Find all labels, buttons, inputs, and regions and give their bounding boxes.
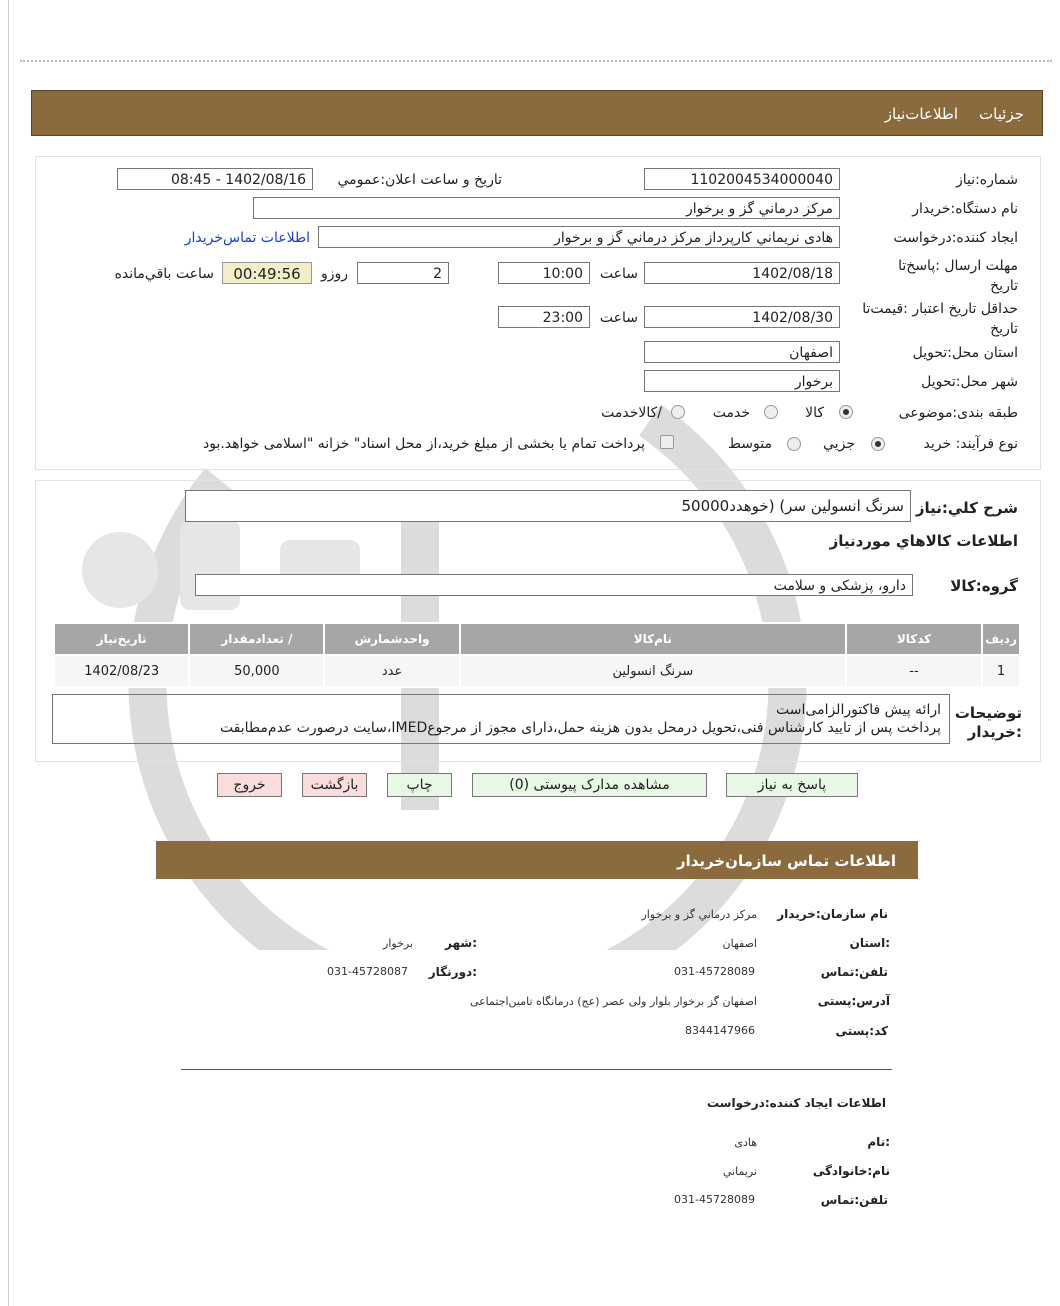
creator-label: ایجاد کننده:درخواست — [893, 230, 1018, 246]
col-date: تاریخ‌نیاز — [54, 623, 189, 655]
deadline-label: مهلت ارسال :پاسخ‌تا تاریخ — [898, 258, 1018, 294]
buyer-contact-header — [156, 841, 918, 879]
cell-code: -- — [846, 655, 982, 687]
contact-city-value: برخوار — [383, 937, 413, 950]
remaining-label: ساعت باقي‌مانده — [114, 266, 214, 282]
contact-city-label: :شهر — [445, 936, 477, 950]
cell-date: 1402/08/23 — [54, 655, 189, 687]
goods-section-title: اطلاعات کالاهاي موردنیاز — [829, 532, 1018, 550]
need-number-field: 1102004534000040 — [644, 168, 840, 190]
page-left-border — [8, 0, 9, 1306]
creator-info-title: اطلاعات ایجاد کننده:درخواست — [706, 1096, 886, 1110]
buyer-notes-label: توضیحات :خریدار — [954, 704, 1022, 741]
validity-time-label: ساعت — [599, 310, 638, 326]
announce-field: 1402/08/16 - 08:45 — [117, 168, 313, 190]
contact-postal-label: کد:پستی — [835, 1024, 888, 1038]
goods-group-label: گروه:کالا — [950, 577, 1018, 595]
creator-family-value: نریماني — [722, 1165, 757, 1178]
days-field: 2 — [357, 262, 449, 284]
contact-province-value: اصفهان — [722, 937, 757, 950]
need-number-label: شماره:نیاز — [955, 172, 1018, 188]
exit-button[interactable]: خروج — [217, 773, 282, 797]
contact-org-value: مرکز درماني گز و برخوار — [641, 908, 757, 921]
buyer-notes-line1: ارائه پیش فاکتورالزامی‌است — [776, 702, 941, 718]
contact-province-label: :استان — [849, 936, 890, 950]
deadline-date-field: 1402/08/18 — [644, 262, 840, 284]
buyer-org-field: مرکز درماني گز و برخوار — [253, 197, 840, 219]
reply-button[interactable]: پاسخ به نیاز — [726, 773, 858, 797]
contact-phone-value: 031-45728089 — [674, 965, 755, 978]
cell-qty: 50,000 — [189, 655, 324, 687]
contact-address-label: آدرس:پستی — [817, 994, 890, 1008]
creator-family-label: نام:خانوادگی — [812, 1164, 890, 1178]
process-minor-label: جزیي — [823, 436, 855, 452]
cell-unit: عدد — [324, 655, 459, 687]
category-radio-both[interactable] — [671, 405, 685, 419]
days-label: روزو — [320, 266, 348, 282]
tab-need-info[interactable]: اطلاعات‌نیاز — [884, 105, 958, 123]
deadline-time-field: 10:00 — [498, 262, 590, 284]
goods-table — [53, 622, 1021, 688]
validity-date-field: 1402/08/30 — [644, 306, 840, 328]
attachments-button[interactable]: مشاهده مدارک پیوستی (0) — [472, 773, 707, 797]
contact-postal-value: 8344147966 — [685, 1024, 755, 1037]
col-unit: واحدشمارش — [324, 623, 459, 655]
cell-name: سرنگ انسولین — [460, 655, 846, 687]
top-divider — [20, 60, 1052, 62]
category-both-label: /کالاخدمت — [601, 405, 662, 421]
creator-field: هادی نریماني کارپرداز مرکز درماني گز و برخوار — [318, 226, 840, 248]
city-label: شهر محل:تحویل — [921, 374, 1018, 390]
cell-row: 1 — [982, 655, 1020, 687]
creator-phone-label: تلفن:تماس — [820, 1193, 888, 1207]
province-field: اصفهان — [644, 341, 840, 363]
payment-note: پرداخت تمام یا بخشی از مبلغ خرید،از محل اسناد" خزانه "اسلامی خواهد.بود — [202, 436, 645, 452]
city-field: برخوار — [644, 370, 840, 392]
back-button[interactable]: بازگشت — [302, 773, 367, 797]
remaining-timer: 00:49:56 — [222, 262, 312, 284]
contact-address-value: اصفهان گز برخوار بلوار ولی عصر (عج) درمانگاه تامین‌اجتماعی — [469, 995, 757, 1008]
process-radio-medium[interactable] — [787, 437, 801, 451]
contact-org-label: نام سازمان:خریدار — [777, 907, 888, 921]
tab-details[interactable]: جزئیات — [979, 105, 1024, 123]
announce-label: تاریخ و ساعت اعلان:عمومي — [337, 172, 502, 188]
category-service-label: خدمت — [712, 405, 750, 421]
creator-phone-value: 031-45728089 — [674, 1193, 755, 1206]
buyer-notes-box — [52, 694, 950, 744]
validity-label: حداقل تاریخ اعتبار :قیمت‌تا تاریخ — [862, 301, 1018, 337]
col-name: نام‌کالا — [460, 623, 846, 655]
deadline-time-label: ساعت — [599, 266, 638, 282]
need-description-field: سرنگ انسولین سر) (خوهدد50000 — [185, 490, 911, 522]
buyer-contact-title: اطلاعات تماس سازمان‌خریدار — [676, 852, 896, 870]
buyer-notes-line2: پرداخت پس از تایید کارشناس فنی،تحویل درمحل بدون هزینه حمل،دارای مجوز از مرجوعIMED،سایت درصورت عدم‌مطابقت — [219, 720, 941, 736]
category-goods-label: کالا — [805, 405, 824, 421]
contact-fax-label: :دورنگار — [428, 965, 477, 979]
print-button[interactable]: چاپ — [387, 773, 452, 797]
province-label: استان محل:تحویل — [912, 345, 1018, 361]
buyer-org-label: نام دستگاه:خریدار — [912, 201, 1018, 217]
category-radio-goods[interactable] — [839, 405, 853, 419]
col-row: ردیف — [982, 623, 1020, 655]
top-tab-bar — [31, 90, 1043, 136]
col-qty: / تعدادمقدار — [189, 623, 324, 655]
contact-phone-label: تلفن:تماس — [820, 965, 888, 979]
category-label: طبقه بندی:موضوعی — [898, 405, 1018, 421]
process-label: نوع فرآیند: خرید — [923, 436, 1018, 452]
validity-time-field: 23:00 — [498, 306, 590, 328]
goods-group-field: دارو، پزشکی و سلامت — [195, 574, 913, 596]
need-description-label: شرح کلي:نیاز — [915, 499, 1018, 517]
table-row — [54, 655, 1020, 687]
contact-fax-value: 031-45728087 — [327, 965, 408, 978]
payment-checkbox[interactable] — [660, 435, 674, 449]
col-code: کدکالا — [846, 623, 982, 655]
goods-table-header — [54, 623, 1020, 655]
creator-name-value: هادی — [734, 1136, 757, 1149]
process-radio-minor[interactable] — [871, 437, 885, 451]
creator-name-label: :نام — [867, 1135, 890, 1149]
buyer-contact-link[interactable]: اطلاعات تماس‌خریدار — [184, 230, 310, 246]
process-medium-label: متوسط — [728, 436, 772, 452]
contact-divider — [181, 1069, 892, 1070]
category-radio-service[interactable] — [764, 405, 778, 419]
